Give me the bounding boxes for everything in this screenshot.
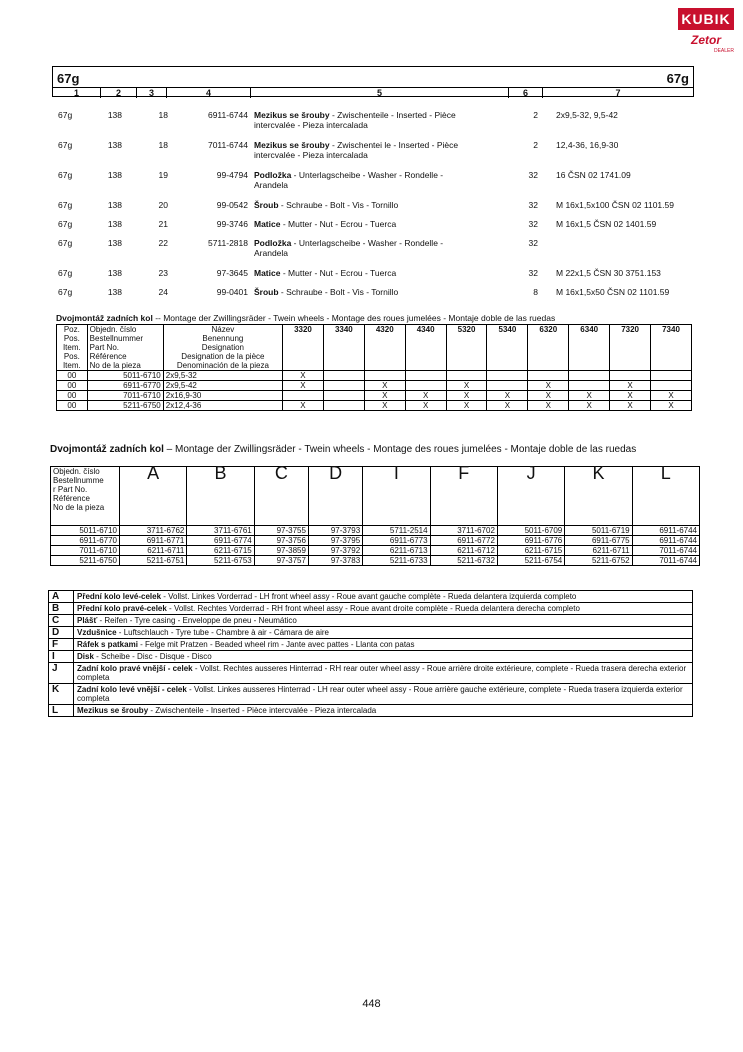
part-description — [254, 219, 514, 229]
component-part-number: 5211-6753 — [187, 556, 254, 566]
component-part-number: 6211-6711 — [120, 546, 187, 556]
model-header: 4320 — [364, 325, 405, 371]
kubik-zetor-logo — [678, 8, 734, 56]
fitment-mark: X — [528, 401, 569, 411]
component-letter: F — [430, 467, 497, 526]
part-number: 99-4794 — [216, 170, 248, 180]
part-name: Podložka — [254, 170, 292, 180]
legend-key: L — [49, 705, 74, 717]
page-ref: 138 — [107, 200, 122, 210]
legend-translations: - Vollst. Linkes Vorderrad - LH front wheel assy - Roue avant gauche complète - Rueda delantera izquierda completo — [161, 592, 577, 601]
fitment-mark: X — [283, 371, 324, 381]
part-translations: - Schraube - Bolt - Vis - Tornillo — [278, 200, 399, 210]
part-number-cell: 5011-6710 — [87, 371, 163, 381]
table2-title — [50, 444, 700, 455]
page-ref: 138 — [107, 219, 122, 229]
fitment-mark: X — [651, 401, 692, 411]
component-letter: L — [632, 467, 699, 526]
fitment-mark: X — [610, 401, 651, 411]
assembly-part-number: 5011-6710 — [51, 526, 120, 536]
table-row — [51, 526, 700, 536]
component-part-number: 6911-6744 — [632, 536, 699, 546]
part-description — [254, 140, 514, 160]
fitment-mark: X — [283, 401, 324, 411]
component-part-number: 97-3859 — [254, 546, 308, 556]
component-part-number: 6211-6712 — [430, 546, 497, 556]
quantity: 2 — [533, 110, 538, 120]
position-number: 22 — [158, 238, 168, 248]
model-header: 7320 — [610, 325, 651, 371]
model-header: 5340 — [487, 325, 528, 371]
page-ref: 138 — [107, 268, 122, 278]
fitment-mark: X — [528, 381, 569, 391]
part-description — [254, 200, 514, 210]
position-number: 21 — [158, 219, 168, 229]
table-row — [57, 371, 692, 381]
fitment-mark — [405, 371, 446, 381]
assembly-part-number: 6911-6770 — [51, 536, 120, 546]
part-description — [254, 287, 514, 297]
legend-row — [49, 663, 693, 684]
page-ref: 138 — [107, 110, 122, 120]
component-part-number: 97-3793 — [308, 526, 362, 536]
position-number: 24 — [158, 287, 168, 297]
legend-row — [49, 684, 693, 705]
component-part-number: 5011-6709 — [497, 526, 564, 536]
legend-key: C — [49, 615, 74, 627]
col-number: 2 — [101, 88, 137, 98]
fitment-mark: X — [651, 391, 692, 401]
component-part-number: 6911-6772 — [430, 536, 497, 546]
legend-key: A — [49, 591, 74, 603]
fitment-mark: X — [528, 391, 569, 401]
fitment-mark — [569, 371, 610, 381]
table-row — [51, 556, 700, 566]
model-header: 5320 — [446, 325, 487, 371]
component-part-number: 6911-6771 — [120, 536, 187, 546]
position-number: 23 — [158, 268, 168, 278]
legend-term: Zadní kolo pravé vnější - celek — [77, 664, 193, 673]
quantity: 8 — [533, 287, 538, 297]
table-header-row — [57, 325, 692, 371]
name-cell: 2x16,9-30 — [163, 391, 282, 401]
part-description — [254, 170, 514, 190]
legend-row — [49, 639, 693, 651]
component-part-number: 97-3756 — [254, 536, 308, 546]
part-number: 5711-2818 — [207, 238, 248, 248]
logo-top-text: KUBIK — [678, 8, 734, 30]
component-part-number: 5711-2514 — [363, 526, 430, 536]
name-cell: 2x9,5-42 — [163, 381, 282, 391]
fitment-mark — [487, 381, 528, 391]
table1-title-rest: -- Montage der Zwillingsräder - Twein wheels - Montage des roues jumelées - Montaje doble de las ruedas — [152, 313, 556, 323]
group-code: 67g — [58, 238, 73, 248]
part-translations: - Unterlagscheibe - Washer - Rondelle - — [291, 170, 444, 180]
component-part-number: 6911-6744 — [632, 526, 699, 536]
legend-translations: - Luftschlauch - Tyre tube - Chambre à air - Cámara de aire — [116, 628, 329, 637]
col-number: 7 — [615, 88, 621, 98]
part-name: Šroub — [254, 200, 279, 210]
component-part-number: 5211-6733 — [363, 556, 430, 566]
table1-title — [56, 313, 555, 323]
fitment-mark: X — [364, 401, 405, 411]
group-code: 67g — [58, 140, 73, 150]
fitment-mark: X — [446, 381, 487, 391]
pos-header: Poz. Pos. Item. Pos. Item. — [57, 325, 88, 371]
component-part-number: 7011-6744 — [632, 556, 699, 566]
component-part-number: 3711-6702 — [430, 526, 497, 536]
legend-description — [74, 627, 693, 639]
component-part-number: 3711-6761 — [187, 526, 254, 536]
legend-key: K — [49, 684, 74, 705]
component-letter: K — [565, 467, 632, 526]
part-translations: - Mutter - Nut - Ecrou - Tuerca — [280, 268, 397, 278]
part-number-cell: 7011-6710 — [87, 391, 163, 401]
pos-cell: 00 — [57, 391, 88, 401]
fitment-mark: X — [487, 391, 528, 401]
page-ref: 138 — [107, 238, 122, 248]
logo-sub-text: DEALER — [713, 48, 734, 54]
section-title-left: 67g — [57, 71, 80, 86]
column-number-row — [53, 87, 693, 98]
part-name: Šroub — [254, 287, 279, 297]
pos-cell: 00 — [57, 401, 88, 411]
component-letter: C — [254, 467, 308, 526]
component-part-number: 6911-6773 — [363, 536, 430, 546]
fitment-mark: X — [283, 381, 324, 391]
table-header-row — [51, 467, 700, 526]
model-header: 6340 — [569, 325, 610, 371]
fitment-mark — [323, 371, 364, 381]
quantity: 32 — [528, 268, 538, 278]
position-number: 19 — [158, 170, 168, 180]
fitment-mark: X — [364, 391, 405, 401]
fitment-mark: X — [610, 381, 651, 391]
component-part-number: 97-3783 — [308, 556, 362, 566]
twin-wheel-components-table — [50, 463, 700, 566]
model-header: 3320 — [283, 325, 324, 371]
page-ref: 138 — [107, 170, 122, 180]
component-part-number: 5211-6732 — [430, 556, 497, 566]
specification: 12,4-36, 16,9-30 — [556, 140, 619, 150]
table2-title-bold: Dvojmontáž zadních kol — [50, 444, 164, 455]
legend-translations: - Vollst. Linkes ausseres Hinterrad - LH rear outer wheel assy - Roue arrière gauche extérieure, complete - Rueda trasera izquierda exterior completa — [77, 685, 683, 703]
legend-term: Přední kolo pravé-celek — [77, 604, 167, 613]
quantity: 2 — [533, 140, 538, 150]
part-name: Matice — [254, 219, 281, 229]
part-number: 6911-6744 — [207, 110, 248, 120]
name-cell: 2x12,4-36 — [163, 401, 282, 411]
page-ref: 138 — [107, 140, 122, 150]
part-translations-cont: intercvalée - Pieza intercalada — [254, 120, 368, 130]
specification: M 16x1,5x100 ČSN 02 1101.59 — [556, 200, 674, 210]
component-part-number: 97-3757 — [254, 556, 308, 566]
legend-description — [74, 591, 693, 603]
logo-bottom-text: Zetor — [691, 33, 721, 47]
part-description — [254, 238, 514, 258]
legend-key: D — [49, 627, 74, 639]
section-header — [52, 66, 694, 97]
pos-cell: 00 — [57, 371, 88, 381]
fitment-mark — [323, 381, 364, 391]
model-header: 7340 — [651, 325, 692, 371]
part-name: Podložka — [254, 238, 292, 248]
part-number-cell: 5211-6750 — [87, 401, 163, 411]
part-translations: - Schraube - Bolt - Vis - Tornillo — [278, 287, 399, 297]
component-part-number: 6211-6715 — [187, 546, 254, 556]
component-part-number: 6911-6775 — [565, 536, 632, 546]
legend-description — [74, 603, 693, 615]
part-translations: - Mutter - Nut - Ecrou - Tuerca — [280, 219, 397, 229]
component-part-number: 6211-6711 — [565, 546, 632, 556]
fitment-mark — [323, 401, 364, 411]
component-letter: A — [120, 467, 187, 526]
legend-term: Ráfek s patkami — [77, 640, 138, 649]
col-number: 6 — [509, 88, 543, 98]
legend-term: Přední kolo levé-celek — [77, 592, 162, 601]
part-number-cell: 6911-6770 — [87, 381, 163, 391]
part-translations-cont: Arandela — [254, 248, 289, 258]
component-part-number: 97-3755 — [254, 526, 308, 536]
legend-translations: - Vollst. Rechtes Vorderrad - RH front wheel assy - Roue avant droite complète - Rueda delantera derecha completo — [166, 604, 580, 613]
table-row — [51, 546, 700, 556]
fitment-mark: X — [569, 391, 610, 401]
component-part-number: 5211-6751 — [120, 556, 187, 566]
legend-row — [49, 591, 693, 603]
part-name: Matice — [254, 268, 281, 278]
part-translations: - Unterlagscheibe - Washer - Rondelle - — [291, 238, 444, 248]
component-part-number: 6911-6774 — [187, 536, 254, 546]
part-description — [254, 110, 514, 130]
position-number: 18 — [158, 110, 168, 120]
group-code: 67g — [58, 200, 73, 210]
fitment-mark: X — [446, 391, 487, 401]
legend-term: Plášť — [77, 616, 98, 625]
pos-cell: 00 — [57, 381, 88, 391]
legend-translations: - Felge mit Pratzen - Beaded wheel rim - Jante avec pattes - Llanta con patas — [137, 640, 415, 649]
table-row — [51, 536, 700, 546]
fitment-mark — [487, 371, 528, 381]
part-number: 99-3746 — [216, 219, 248, 229]
component-part-number: 97-3792 — [308, 546, 362, 556]
part-no-header: Objedn. číslo Bestellnumme r Part No. Référence No de la pieza — [51, 467, 120, 526]
part-number: 99-0401 — [216, 287, 248, 297]
fitment-mark: X — [405, 401, 446, 411]
col-number: 5 — [251, 88, 509, 98]
component-part-number: 97-3795 — [308, 536, 362, 546]
page-ref: 138 — [107, 287, 122, 297]
fitment-mark: X — [487, 401, 528, 411]
group-code: 67g — [58, 268, 73, 278]
page-number: 448 — [362, 998, 381, 1010]
legend-translations: - Scheibe - Disc - Disque - Disco — [93, 652, 212, 661]
legend-translations: - Zwischenteile - Inserted - Pièce intercvalée - Pieza intercalada — [148, 706, 377, 715]
specification: 16 ČSN 02 1741.09 — [556, 170, 631, 180]
legend-term: Disk — [77, 652, 94, 661]
component-letter: B — [187, 467, 254, 526]
component-letter: D — [308, 467, 362, 526]
part-translations: - Zwischenteile - Inserted - Pièce — [329, 110, 456, 120]
component-part-number: 5011-6719 — [565, 526, 632, 536]
fitment-mark — [405, 381, 446, 391]
col-number: 3 — [137, 88, 167, 98]
quantity: 32 — [528, 170, 538, 180]
part-number: 97-3645 — [216, 268, 248, 278]
legend-term: Zadní kolo levé vnější - celek — [77, 685, 187, 694]
fitment-mark — [610, 371, 651, 381]
legend-key: F — [49, 639, 74, 651]
fitment-mark: X — [569, 401, 610, 411]
component-letter: J — [497, 467, 564, 526]
fitment-mark — [364, 371, 405, 381]
legend-key: I — [49, 651, 74, 663]
legend-translations: - Reifen - Tyre casing - Enveloppe de pneu - Neumático — [97, 616, 297, 625]
assembly-part-number: 7011-6710 — [51, 546, 120, 556]
part-number: 99-0542 — [216, 200, 248, 210]
group-code: 67g — [58, 287, 73, 297]
quantity: 32 — [528, 238, 538, 248]
component-letter: I — [363, 467, 430, 526]
table2-title-rest: – Montage der Zwillingsräder - Twein wheels - Montage des roues jumelées - Montaje doble de las ruedas — [163, 444, 637, 455]
group-code: 67g — [58, 110, 73, 120]
component-part-number: 6211-6715 — [497, 546, 564, 556]
fitment-mark: X — [405, 391, 446, 401]
part-translations: - Zwischentei le - Inserted - Pièce — [329, 140, 459, 150]
position-number: 20 — [158, 200, 168, 210]
component-part-number: 6211-6713 — [363, 546, 430, 556]
fitment-mark — [446, 371, 487, 381]
legend-table — [48, 590, 693, 717]
component-part-number: 3711-6762 — [120, 526, 187, 536]
model-header: 3340 — [323, 325, 364, 371]
part-no-header: Objedn. číslo Bestellnummer Part No. Référence No de la pieza — [87, 325, 163, 371]
fitment-mark — [569, 381, 610, 391]
component-part-number: 6911-6776 — [497, 536, 564, 546]
twin-wheel-models-table — [56, 324, 692, 411]
legend-description — [74, 705, 693, 717]
specification: M 16x1,5 ČSN 02 1401.59 — [556, 219, 657, 229]
legend-translations: - Vollst. Rechtes ausseres Hinterrad - RH rear outer wheel assy - Roue arrière droite extérieure, complete - Rueda trasera derecha exterior completa — [77, 664, 687, 682]
fitment-mark: X — [446, 401, 487, 411]
component-part-number: 7011-6744 — [632, 546, 699, 556]
legend-row — [49, 615, 693, 627]
part-description — [254, 268, 514, 278]
model-header: 4340 — [405, 325, 446, 371]
specification: 2x9,5-32, 9,5-42 — [556, 110, 618, 120]
legend-description — [74, 651, 693, 663]
legend-term: Vzdušnice — [77, 628, 117, 637]
table-row — [57, 401, 692, 411]
legend-row — [49, 627, 693, 639]
model-header: 6320 — [528, 325, 569, 371]
specification: M 22x1,5 ČSN 30 3751.153 — [556, 268, 661, 278]
legend-description — [74, 663, 693, 684]
assembly-part-number: 5211-6750 — [51, 556, 120, 566]
legend-description — [74, 615, 693, 627]
specification: M 16x1,5x50 ČSN 02 1101.59 — [556, 287, 670, 297]
legend-key: B — [49, 603, 74, 615]
part-translations-cont: Arandela — [254, 180, 289, 190]
part-translations-cont: intercvalée - Pieza intercalada — [254, 150, 368, 160]
table-row — [57, 381, 692, 391]
quantity: 32 — [528, 200, 538, 210]
part-name: Mezikus se šrouby — [254, 110, 330, 120]
name-cell: 2x9,5-32 — [163, 371, 282, 381]
fitment-mark — [323, 391, 364, 401]
legend-description — [74, 684, 693, 705]
col-number: 1 — [53, 88, 101, 98]
table-row — [57, 391, 692, 401]
fitment-mark — [651, 381, 692, 391]
position-number: 18 — [158, 140, 168, 150]
quantity: 32 — [528, 219, 538, 229]
col-number: 4 — [167, 88, 251, 98]
part-name: Mezikus se šrouby — [254, 140, 330, 150]
section-title-right: 67g — [666, 71, 689, 86]
component-part-number: 5211-6752 — [565, 556, 632, 566]
legend-key: J — [49, 663, 74, 684]
legend-row — [49, 651, 693, 663]
name-header: Název Benennung Designation Designation de la pièce Denominación de la pieza — [163, 325, 282, 371]
group-code: 67g — [58, 219, 73, 229]
fitment-mark — [283, 391, 324, 401]
fitment-mark: X — [610, 391, 651, 401]
table1-title-bold: Dvojmontáž zadních kol — [56, 313, 153, 323]
legend-row — [49, 705, 693, 717]
legend-row — [49, 603, 693, 615]
fitment-mark: X — [364, 381, 405, 391]
group-code: 67g — [58, 170, 73, 180]
fitment-mark — [528, 371, 569, 381]
part-number: 7011-6744 — [207, 140, 248, 150]
legend-term: Mezikus se šrouby — [77, 706, 149, 715]
component-part-number: 5211-6754 — [497, 556, 564, 566]
fitment-mark — [651, 371, 692, 381]
legend-description — [74, 639, 693, 651]
